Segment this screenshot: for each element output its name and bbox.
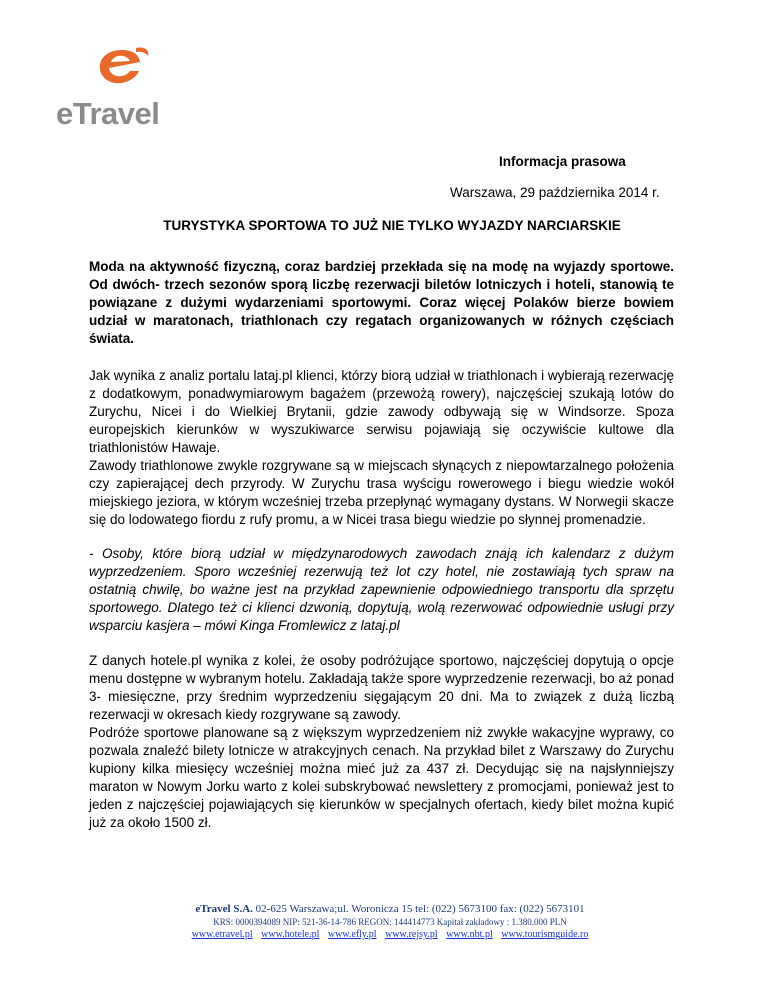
article-headline: TURYSTYKA SPORTOWA TO JUŻ NIE TYLKO WYJAZDY NARCIARSKIE bbox=[163, 218, 621, 233]
footer-link-etravel[interactable]: www.etravel.pl bbox=[191, 929, 253, 940]
brand-name: eTravel bbox=[56, 96, 160, 131]
footer-contact bbox=[120, 903, 660, 915]
article-paragraph-3: Z danych hotele.pl wynika z kolei, że osoby podróżujące sportowo, najczęściej dopytują o opcje menu dostępne w wybranym hotelu. Zakładają także spore wyprzedzenie rezerwacji, bo aż ponad 3- miesięczne, przy średnim wyprzedzeniu sięgającym 20 dni. Ma to związek z dużą liczbą rezerwacji w okresach kiedy rozgrywane są zawody. bbox=[89, 653, 674, 722]
article-lead: Moda na aktywność fizyczną, coraz bardziej przekłada się na modę na wyjazdy sportowe. Od dwóch- trzech sezonów sporą liczbę rezerwacji biletów lotniczych i hoteli, stanowią te powiązane z dużymi wydarzeniami sportowymi. Coraz więcej Polaków bierze bowiem udział w maratonach, triathlonach czy regatach organizowanych w różnych częściach świata. bbox=[89, 259, 674, 346]
footer-link-efly[interactable]: www.efly.pl bbox=[327, 929, 377, 940]
article-quote: - Osoby, które biorą udział w międzynarodowych zawodach znają ich kalendarz z dużym wyprzedzeniem. Sporo wcześniej rezerwują też lot czy hotel, nie zostawiają tych spraw na ostatnią chwilę, bo ważne jest na przykład zapewnienie odpowiedniego transportu dla sprzętu sportowego. Dlatego też ci klienci dzwonią, dopytują, wolą rezerwować odpowiednie usługi przy wsparciu kasjera – mówi Kinga Fromlewicz z lataj.pl bbox=[89, 546, 674, 633]
footer-link-rejsy[interactable]: www.rejsy.pl bbox=[385, 929, 438, 940]
document-type: Informacja prasowa bbox=[499, 154, 626, 169]
footer-company: eTravel S.A. bbox=[195, 903, 253, 915]
article-paragraph-2: Zawody triathlonowe zwykle rozgrywane są w miejscach słynących z niepowtarzalnego położenia czy zapierającej dech przyrody. W Zurychu trasa wyścigu rowerowego i biegu wiedzie wokół miejskiego jeziora, w którym wcześniej trzeba przepłynąć wymagany dystans. W Norwegii skacze się do lodowatego fiordu z rufy promu, a w Nicei trasa biegu wiedzie po słynnej promenadzie. bbox=[89, 458, 674, 527]
article-paragraph-1: Jak wynika z analiz portalu lataj.pl klienci, którzy biorą udział w triathlonach i wybierają rezerwację z dodatkowym, ponadwymiarowym bagażem (przewożą rowery), najczęściej szukają lotów do Zurychu, Nicei i do Wielkiej Brytanii, gdzie zawody odbywają się w Windsorze. Spoza europejskich kierunków w wyszukiwarce serwisu pojawiają się oczywiście kultowe dla triathlonistów Hawaje. bbox=[89, 368, 674, 455]
article-paragraph-4: Podróże sportowe planowane są z większym wyprzedzeniem niż zwykłe wakacyjne wyprawy, co pozwala znaleźć bilety lotnicze w atrakcyjnych cenach. Na przykład bilet z Warszawy do Zurychu kupiony kilka miesięcy wcześniej można mieć już za 437 zł. Decydując się na najsłynniejszy maraton w Nowym Jorku warto z kolei subskrybować newslettery z promocjami, ponieważ jest to jeden z najczęściej pojawiających się kierunków w specjalnych ofertach, kiedy bilet można kupić już za około 1500 zł. bbox=[89, 725, 674, 830]
footer-registry: KRS: 0000394089 NIP: 521-36-14-786 REGON: 144414773 Kapitał zakładowy : 1.380.000 PLN bbox=[213, 917, 567, 927]
page-footer bbox=[120, 903, 660, 940]
etravel-logo bbox=[56, 44, 186, 134]
footer-link-hotele[interactable]: www.hotele.pl bbox=[261, 929, 320, 940]
footer-link-tourismguide[interactable]: www.tourismguide.ro bbox=[501, 929, 589, 940]
footer-link-nbt[interactable]: www.nbt.pl bbox=[446, 929, 493, 940]
footer-address: 02-625 Warszawa;ul. Woronicza 15 tel: (022) 5673100 fax: (022) 5673101 bbox=[255, 903, 585, 915]
etravel-e-swoosh-icon bbox=[92, 44, 152, 92]
footer-links bbox=[120, 929, 660, 940]
date-line: Warszawa, 29 października 2014 r. bbox=[450, 185, 660, 200]
